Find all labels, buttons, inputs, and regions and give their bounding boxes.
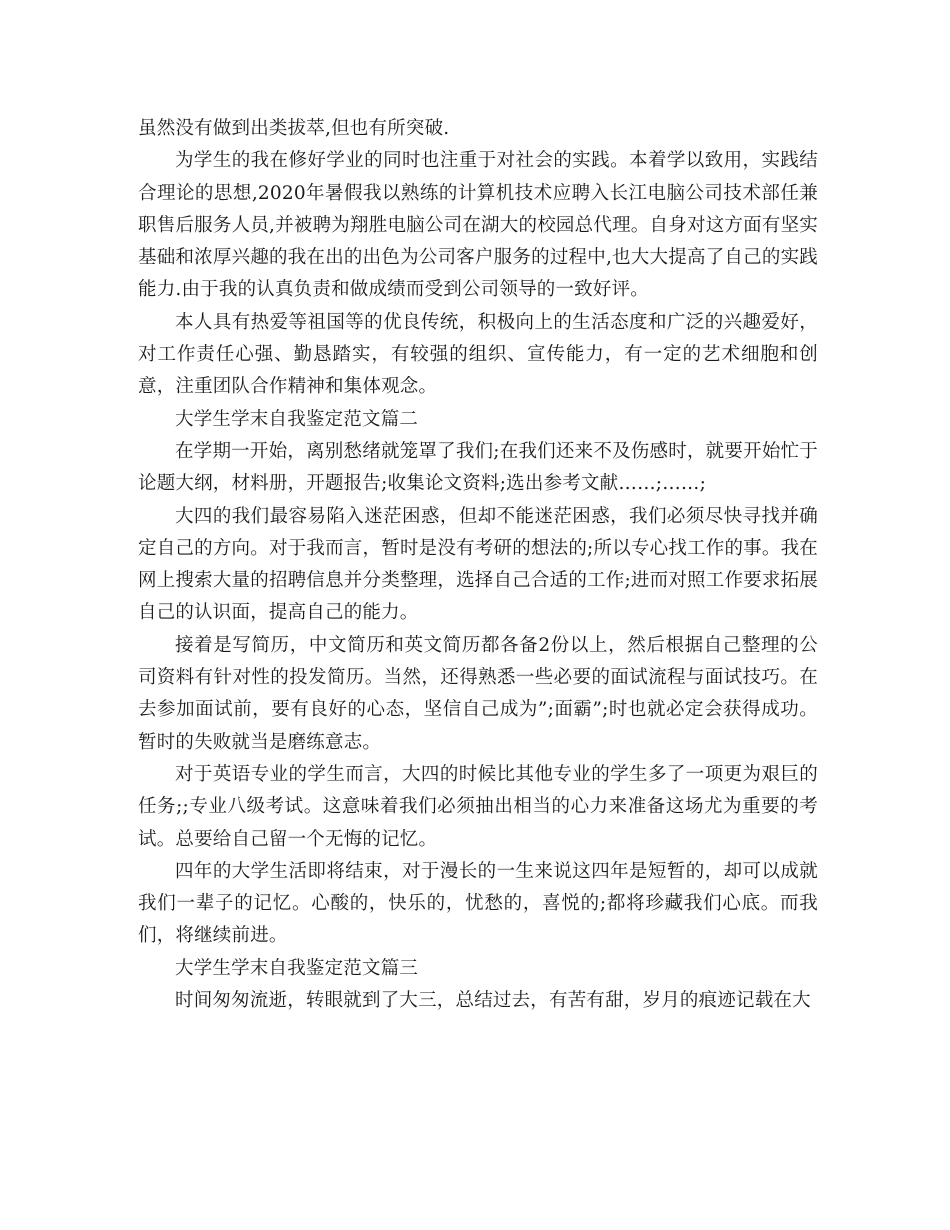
paragraph-personal-traits: 本人具有热爱等祖国等的优良传统，积极向上的生活态度和广泛的兴趣爱好，对工作责任心强、勤恳踏实，有较强的组织、宣传能力，有一定的艺术细胞和创意，注重团队合作精神和集体观念。 bbox=[138, 311, 818, 398]
paragraph-tem8-exam: 对于英语专业的学生而言，大四的时候比其他专业的学生多了一项更为艰巨的任务;;专业八级考试。这意味着我们必须抽出相当的心力来准备这场尤为重要的考试。总要给自己留一个无悔的记忆。 bbox=[138, 763, 818, 850]
paragraph-resume: 接着是写简历，中文简历和英文简历都各备2份以上，然后根据自己整理的公司资料有针对性的投发简历。当然，还得熟悉一些必要的面试流程与面试技巧。在去参加面试前，要有良好的心态，坚信自己成为”;面霸”;时也就必定会获得成功。暂时的失败就当是磨练意志。 bbox=[138, 634, 818, 753]
paragraph-college-ending: 四年的大学生活即将结束，对于漫长的一生来说这四年是短暂的，却可以成就我们一辈子的记忆。心酸的，快乐的，忧愁的，喜悦的;都将珍藏我们心底。而我们，将继续前进。 bbox=[138, 860, 818, 947]
section-heading-part-three: 大学生学末自我鉴定范文篇三 bbox=[175, 957, 419, 979]
document-body bbox=[138, 113, 818, 1017]
section-heading-part-two: 大学生学末自我鉴定范文篇二 bbox=[175, 408, 419, 430]
paragraph-career-direction: 大四的我们最容易陷入迷茫困惑，但却不能迷茫困惑，我们必须尽快寻找并确定自己的方向。对于我而言，暂时是没有考研的想法的;所以专心找工作的事。我在网上搜索大量的招聘信息并分类整理，选择自己合适的工作;进而对照工作要求拓展自己的认识面，提高自己的能力。 bbox=[138, 505, 818, 624]
paragraph-junior-year: 时间匆匆流逝，转眼就到了大三，总结过去，有苦有甜，岁月的痕迹记载在大 bbox=[175, 990, 811, 1012]
paragraph-social-practice: 为学生的我在修好学业的同时也注重于对社会的实践。本着学以致用，实践结合理论的思想,2020年暑假我以熟练的计算机技术应聘入长江电脑公司技术部任兼职售后服务人员,并被聘为翔胜电脑公司在湖大的校园总代理。自身对这方面有坚实基础和浓厚兴趣的我在出的出色为公司客户服务的过程中,也大大提高了自己的实践能力.由于我的认真负责和做成绩而受到公司领导的一致好评。 bbox=[138, 150, 818, 301]
paragraph-continuation: 虽然没有做到出类拔萃,但也有所突破. bbox=[138, 118, 450, 139]
paragraph-semester-start: 在学期一开始，离别愁绪就笼罩了我们;在我们还来不及伤感时，就要开始忙于论题大纲，材料册，开题报告;收集论文资料;选出参考文献……;……; bbox=[138, 440, 818, 495]
